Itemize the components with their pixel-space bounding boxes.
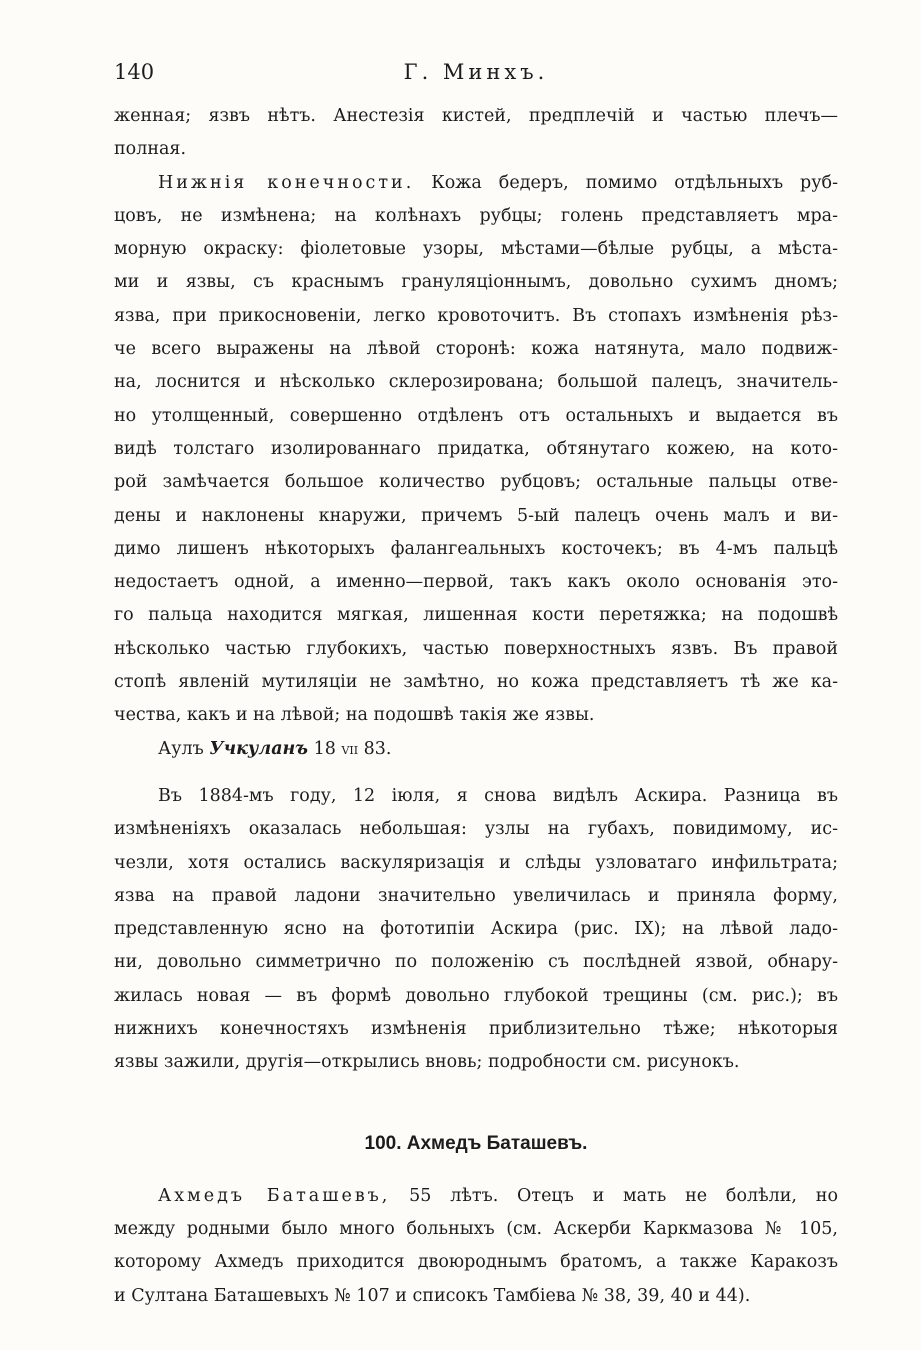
text-line: но утолщенный, совершенно отдѣленъ отъ остальныхъ и выдается въ bbox=[114, 405, 838, 426]
text-line: стопѣ явленій мутиляціи не замѣтно, но кожа представляетъ тѣ же ка- bbox=[114, 672, 838, 693]
text-line: нижнихъ конечностяхъ измѣненія приблизительно тѣже; нѣкоторыя bbox=[114, 1019, 838, 1040]
text-line: Аулъ Учкуланъ 18 VII 83. bbox=[158, 738, 392, 759]
text-line: димо лишенъ нѣкоторыхъ фалангеальныхъ косточекъ; въ 4-мъ пальцѣ bbox=[114, 538, 838, 559]
text-line: Ахмедъ Баташевъ, 55 лѣтъ. Отецъ и мать не болѣли, но bbox=[158, 1185, 838, 1206]
text-line: представленную ясно на фототипіи Аскира (рис. IX); на лѣвой ладо- bbox=[114, 919, 838, 940]
spacer bbox=[114, 1080, 838, 1122]
text-line: жилась новая — въ формѣ довольно глубокой трещины (см. рис.); въ bbox=[114, 985, 838, 1006]
patient-name: Ахмедъ Баташевъ, bbox=[158, 1185, 391, 1206]
text-line: женная; язвъ нѣтъ. Анестезія кистей, предплечій и частью плечъ— bbox=[114, 106, 838, 126]
running-head bbox=[114, 60, 838, 100]
paragraph-akhmed bbox=[114, 1180, 838, 1313]
text-line: цовъ, не измѣнена; на колѣнахъ рубцы; голень представляетъ мра- bbox=[114, 205, 838, 226]
text-line: чества, какъ и на лѣвой; на подошвѣ такія же язвы. bbox=[114, 705, 595, 726]
text-line: язвы зажили, другія—открылись вновь; подробности см. рисунокъ. bbox=[114, 1052, 740, 1073]
text-line: язва на правой ладони значительно увеличилась и приняла форму, bbox=[114, 885, 838, 906]
text-line: видѣ толстаго изолированнаго придатка, обтянутаго кожею, на кото- bbox=[114, 438, 838, 459]
text-line: измѣненіяхъ оказалась небольшая: узлы на губахъ, повидимому, ис- bbox=[114, 819, 838, 840]
text-line: ни, довольно симметрично по положенію съ послѣдней язвой, обнару- bbox=[114, 952, 838, 973]
page bbox=[114, 60, 838, 1313]
paragraph-1884-visit bbox=[114, 780, 838, 1080]
text-line: рой замѣчается большое количество рубцовъ; остальные пальцы отве- bbox=[114, 472, 838, 493]
text-line: между родными было много больныхъ (см. Аскерби Каркмазова № 105, bbox=[114, 1218, 838, 1239]
paragraph-lower-limbs bbox=[114, 167, 838, 733]
text-line: нѣсколько частью глубокихъ, частью поверхностныхъ язвъ. Въ правой bbox=[114, 638, 838, 659]
paragraph-continuation bbox=[114, 100, 838, 167]
text-line: недостаетъ одной, а именно—первой, такъ какъ около основанія это- bbox=[114, 572, 838, 593]
text-line: ми и язвы, съ краснымъ грануляціоннымъ, довольно сухимъ дномъ; bbox=[114, 272, 838, 293]
place-date-signature bbox=[114, 733, 838, 766]
text-line: язва, при прикосновеніи, легко кровоточитъ. Въ стопахъ измѣненія рѣз- bbox=[114, 305, 838, 326]
text-line: которому Ахмедъ приходится двоюроднымъ братомъ, а также Каракозъ bbox=[114, 1252, 838, 1273]
text-line: полная. bbox=[114, 139, 187, 160]
running-title: Г. Минхъ. bbox=[403, 60, 549, 84]
text-line: че всего выражены на лѣвой сторонѣ: кожа натянута, мало подвиж- bbox=[114, 339, 838, 360]
place-name: Учкуланъ bbox=[209, 738, 309, 759]
subheading-lower-limbs: Нижнія конечности. bbox=[158, 172, 415, 193]
section-heading: 100. Ахмедъ Баташевъ. bbox=[364, 1132, 588, 1154]
text-line: дены и наклонены кнаружи, причемъ 5-ый палецъ очень малъ и ви- bbox=[114, 505, 838, 526]
page-number: 140 bbox=[114, 60, 155, 84]
text-line: и Султана Баташевыхъ № 107 и списокъ Тамбіева № 38, 39, 40 и 44). bbox=[114, 1285, 751, 1306]
month-numeral: VII bbox=[341, 743, 359, 757]
text-line: Нижнія конечности. Кожа бедеръ, помимо отдѣльныхъ руб- bbox=[158, 172, 838, 193]
spacer bbox=[114, 766, 838, 780]
text-line: морную окраску: фіолетовые узоры, мѣстами—бѣлые рубцы, а мѣста- bbox=[114, 239, 838, 260]
text-line: го пальца находится мягкая, лишенная кости перетяжка; на подошвѣ bbox=[114, 605, 838, 626]
spacer bbox=[114, 1166, 838, 1180]
text-line: чезли, хотя остались васкуляризація и слѣды узловатаго инфильтрата; bbox=[114, 852, 838, 873]
text-line: Въ 1884-мъ году, 12 іюля, я снова видѣлъ Аскира. Разница въ bbox=[158, 785, 838, 806]
text-line: на, лоснится и нѣсколько склерозирована; большой палецъ, значитель- bbox=[114, 372, 838, 393]
